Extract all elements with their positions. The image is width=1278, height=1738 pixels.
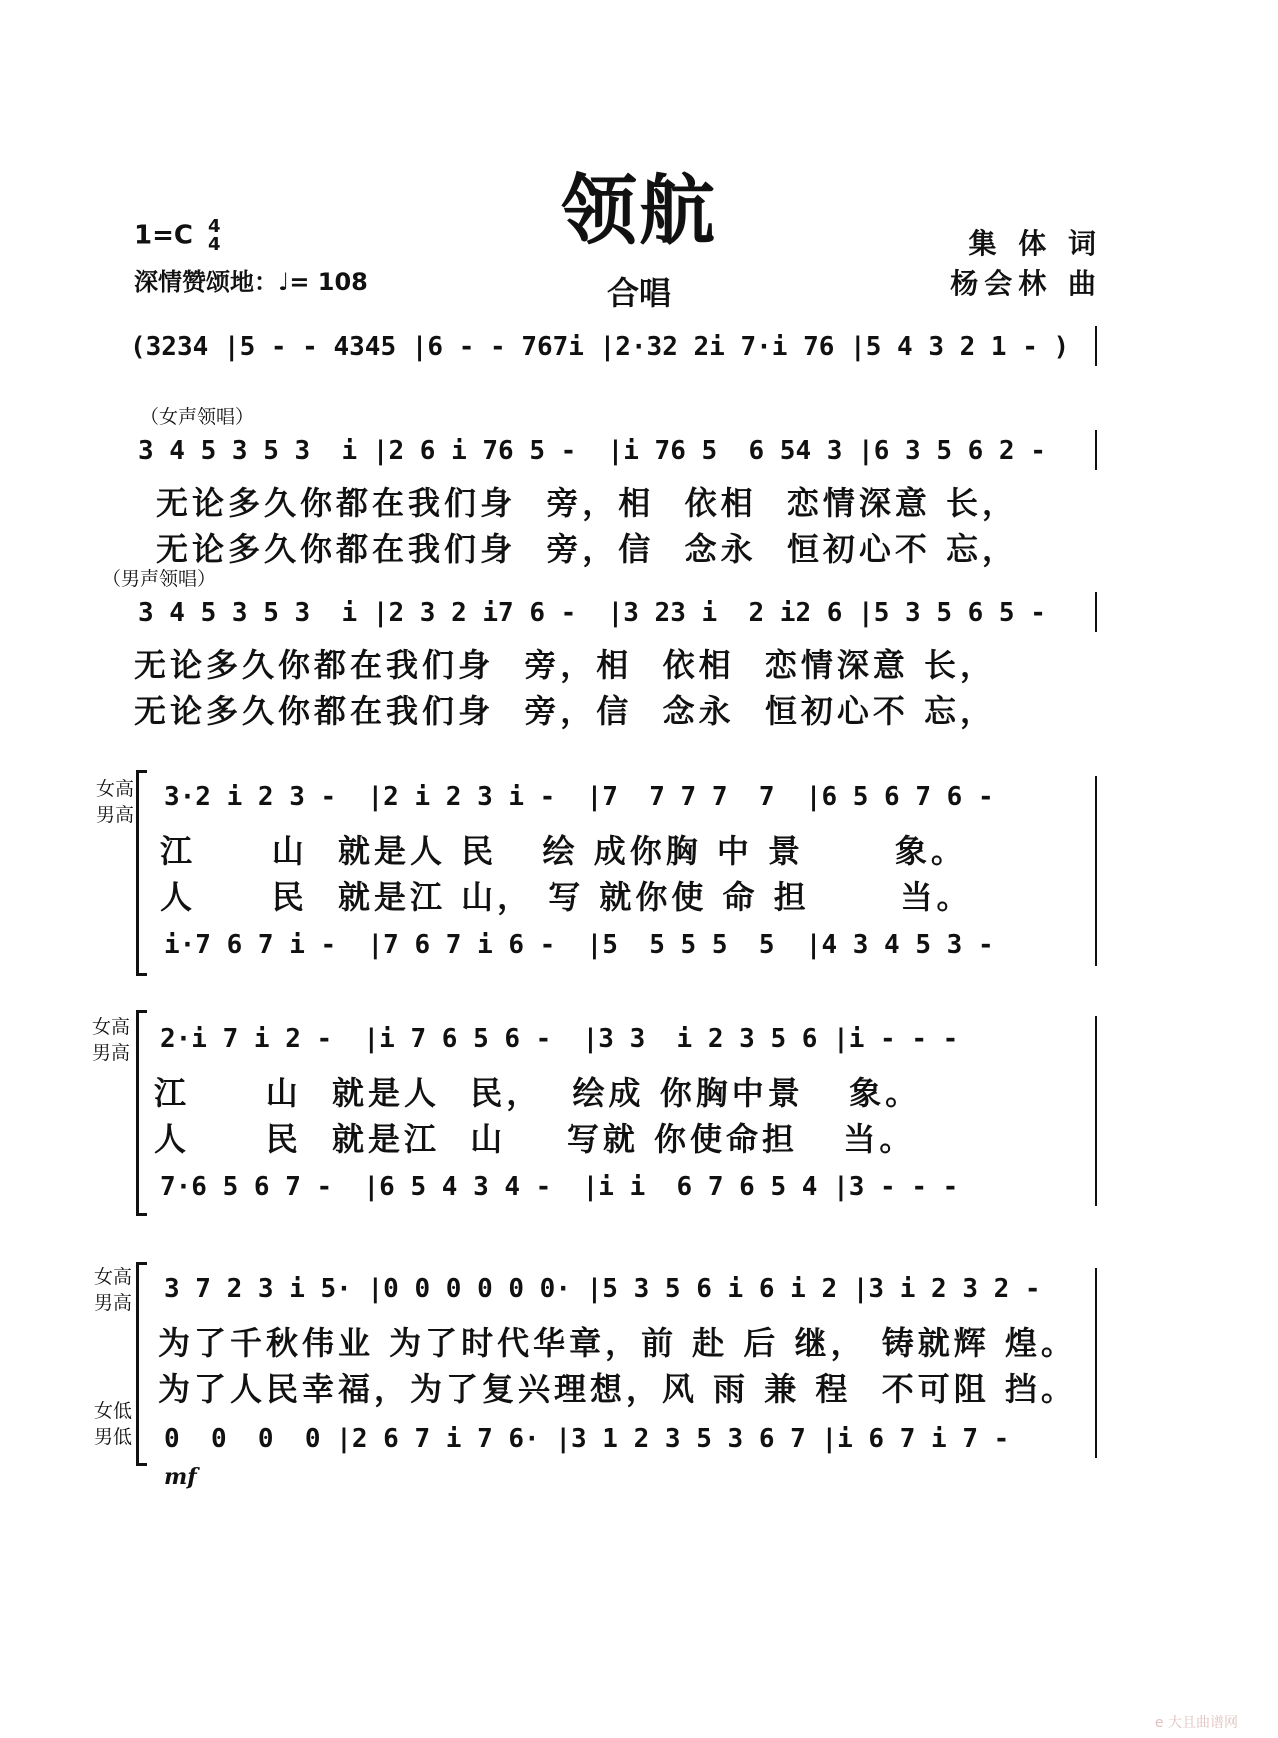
section1-lyric-verse1: 无论多久你都在我们身 旁，相 依相 恋情深意 长，	[156, 484, 1018, 522]
lyricist-credit: 集 体 词	[968, 227, 1102, 260]
section1-barline-end	[1095, 430, 1097, 470]
key-text: 1=C	[134, 220, 193, 251]
song-title: 领航	[561, 166, 717, 255]
section5-label-tenor: 男高	[94, 1292, 133, 1314]
watermark: e 大且曲谱网	[1154, 1715, 1238, 1731]
section1-notes: 3 4 5 3 5 3 i |2 6 i 76 5 - |i 76 5 6 54 3 |6 3 5 6 2 -	[138, 436, 1046, 466]
section3-lyric-verse1: 江 山 就是人 民 绘 成你胸 中 景 象。	[160, 832, 967, 870]
section4-lyric-verse2: 人 民 就是江 山 写就 你使命担 当。	[154, 1120, 916, 1158]
section2-lyric-verse2: 无论多久你都在我们身 旁，信 念永 恒初心不 忘，	[134, 692, 996, 730]
section3-lyric-verse2: 人 民 就是江 山， 写 就你使 命 担 当。	[160, 878, 973, 916]
song-subtitle: 合唱	[606, 274, 671, 312]
section5-label-alto: 女低	[94, 1400, 133, 1422]
section4-label-soprano: 女高	[92, 1016, 131, 1038]
section3-barline-end	[1095, 776, 1097, 966]
section3-label-soprano: 女高	[96, 778, 135, 800]
time-bottom: 4	[208, 234, 221, 255]
composer-credit: 杨会林 曲	[950, 267, 1102, 300]
section2-barline-end	[1095, 592, 1097, 632]
section1-lyric-verse2: 无论多久你都在我们身 旁，信 念永 恒初心不 忘，	[156, 530, 1018, 568]
tempo-marking: 深情赞颂地：♩= 108	[134, 268, 368, 296]
section5-label-bass: 男低	[94, 1426, 133, 1448]
male-lead-label: （男声领唱）	[102, 568, 217, 590]
section4-notes-bottom: 7·6 5 6 7 - |6 5 4 3 4 - |i i 6 7 6 5 4 |3 - - -	[160, 1172, 959, 1202]
section5-lyric-verse2: 为了人民幸福，为了复兴理想，风 雨 兼 程 不可阻 挡。	[158, 1370, 1077, 1408]
dynamic-mf: mf	[164, 1464, 197, 1490]
section4-label-tenor: 男高	[92, 1042, 131, 1064]
section4-lyric-verse1: 江 山 就是人 民， 绘成 你胸中景 象。	[154, 1074, 922, 1112]
section3-notes-top: 3·2 i 2 3 - |2 i 2 3 i - |7 7 7 7 7 |6 5 6 7 6 -	[164, 782, 994, 812]
section5-label-soprano: 女高	[94, 1266, 133, 1288]
section4-brace	[136, 1010, 147, 1216]
section5-barline-end	[1095, 1268, 1097, 1458]
time-signature	[208, 218, 221, 254]
section4-barline-end	[1095, 1016, 1097, 1206]
section5-brace	[136, 1262, 147, 1466]
section3-notes-bottom: i·7 6 7 i - |7 6 7 i 6 - |5 5 5 5 5 |4 3 4 5 3 -	[164, 930, 994, 960]
final-barline	[1095, 326, 1097, 366]
section2-notes: 3 4 5 3 5 3 i |2 3 2 i7 6 - |3 23 i 2 i2 6 |5 3 5 6 5 -	[138, 598, 1046, 628]
section5-notes-bottom: 0 0 0 0 |2 6 7 i 7 6· |3 1 2 3 5 3 6 7 |i 6 7 i 7 -	[164, 1424, 1010, 1454]
section4-notes-top: 2·i 7 i 2 - |i 7 6 5 6 - |3 3 i 2 3 5 6 |i - - -	[160, 1024, 959, 1054]
section3-brace	[136, 770, 147, 976]
intro-notes: (3234 |5 - - 4345 |6 - - 767i |2·32 2i 7·i 76 |5 4 3 2 1 - )	[130, 332, 1070, 362]
section3-label-tenor: 男高	[96, 804, 135, 826]
section5-lyric-verse1: 为了千秋伟业 为了时代华章，前 赴 后 继， 铸就辉 煌。	[158, 1324, 1077, 1362]
time-top: 4	[208, 216, 221, 237]
key-signature	[134, 218, 221, 254]
female-lead-label: （女声领唱）	[140, 406, 255, 428]
section5-notes-top: 3 7 2 3 i 5· |0 0 0 0 0 0· |5 3 5 6 i 6 i 2 |3 i 2 3 2 -	[164, 1274, 1041, 1304]
section2-lyric-verse1: 无论多久你都在我们身 旁，相 依相 恋情深意 长，	[134, 646, 996, 684]
